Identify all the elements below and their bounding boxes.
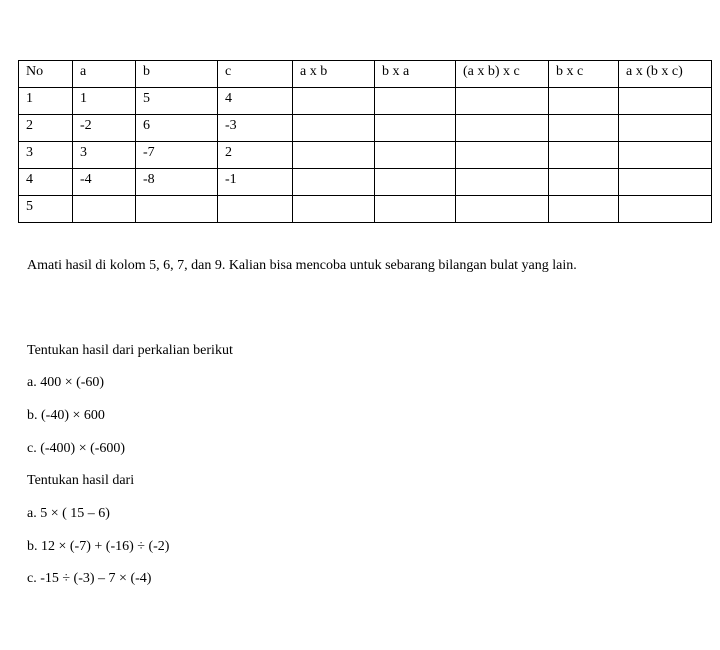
table-cell: -4 [73,169,136,196]
table-header-cell: b x a [375,61,456,88]
table-cell: -8 [136,169,218,196]
table-cell [549,88,619,115]
table-cell [549,196,619,223]
table-cell: 4 [19,169,73,196]
table-cell [619,196,712,223]
table-cell: -1 [218,169,293,196]
table-row [19,88,712,115]
table-header-row [19,61,712,88]
table-cell [456,169,549,196]
question-item: b. (-40) × 600 [27,408,105,423]
table-cell: 2 [218,142,293,169]
table-row [19,115,712,142]
table-cell: 5 [136,88,218,115]
table-row [19,169,712,196]
table-header-cell: (a x b) x c [456,61,549,88]
question-item: b. 12 × (-7) + (-16) ÷ (-2) [27,539,170,554]
multiplication-table [18,60,712,223]
table-cell [456,115,549,142]
table-cell [293,196,375,223]
table-row [19,196,712,223]
section2-heading: Tentukan hasil dari [27,473,135,488]
table-cell: 1 [19,88,73,115]
intro-paragraph: Amati hasil di kolom 5, 6, 7, dan 9. Kalian bisa mencoba untuk sebarang bilangan bulat yang lain. [27,258,577,273]
table-cell [375,142,456,169]
table-cell [619,115,712,142]
table-cell: 1 [73,88,136,115]
table-cell [456,196,549,223]
table-cell: -3 [218,115,293,142]
table-header-cell: c [218,61,293,88]
table-cell: -2 [73,115,136,142]
table-header-cell: a x b [293,61,375,88]
question-item: c. -15 ÷ (-3) – 7 × (-4) [27,571,152,586]
table-cell [619,88,712,115]
table-cell [456,88,549,115]
table-cell [218,196,293,223]
table-cell [73,196,136,223]
table-cell [293,142,375,169]
section1-heading: Tentukan hasil dari perkalian berikut [27,343,233,358]
table-cell: -7 [136,142,218,169]
question-item: c. (-400) × (-600) [27,441,126,456]
table-cell [375,196,456,223]
table-cell [549,169,619,196]
table-cell [375,115,456,142]
table-header-cell: a x (b x c) [619,61,712,88]
table-row [19,142,712,169]
table-header-cell: a [73,61,136,88]
table-cell [375,169,456,196]
table-cell [619,169,712,196]
table-cell: 5 [19,196,73,223]
table-cell [293,169,375,196]
table-cell [549,115,619,142]
table-cell [293,88,375,115]
question-item: a. 5 × ( 15 – 6) [27,506,110,521]
table-header-cell: No [19,61,73,88]
table-cell [549,142,619,169]
table-cell: 2 [19,115,73,142]
table-cell [293,115,375,142]
table-cell [456,142,549,169]
table-cell: 4 [218,88,293,115]
table-cell: 3 [19,142,73,169]
table-header-cell: b x c [549,61,619,88]
table-cell: 3 [73,142,136,169]
table-cell: 6 [136,115,218,142]
table-cell [136,196,218,223]
table-cell [619,142,712,169]
question-item: a. 400 × (-60) [27,375,105,390]
table-header-cell: b [136,61,218,88]
table-cell [375,88,456,115]
